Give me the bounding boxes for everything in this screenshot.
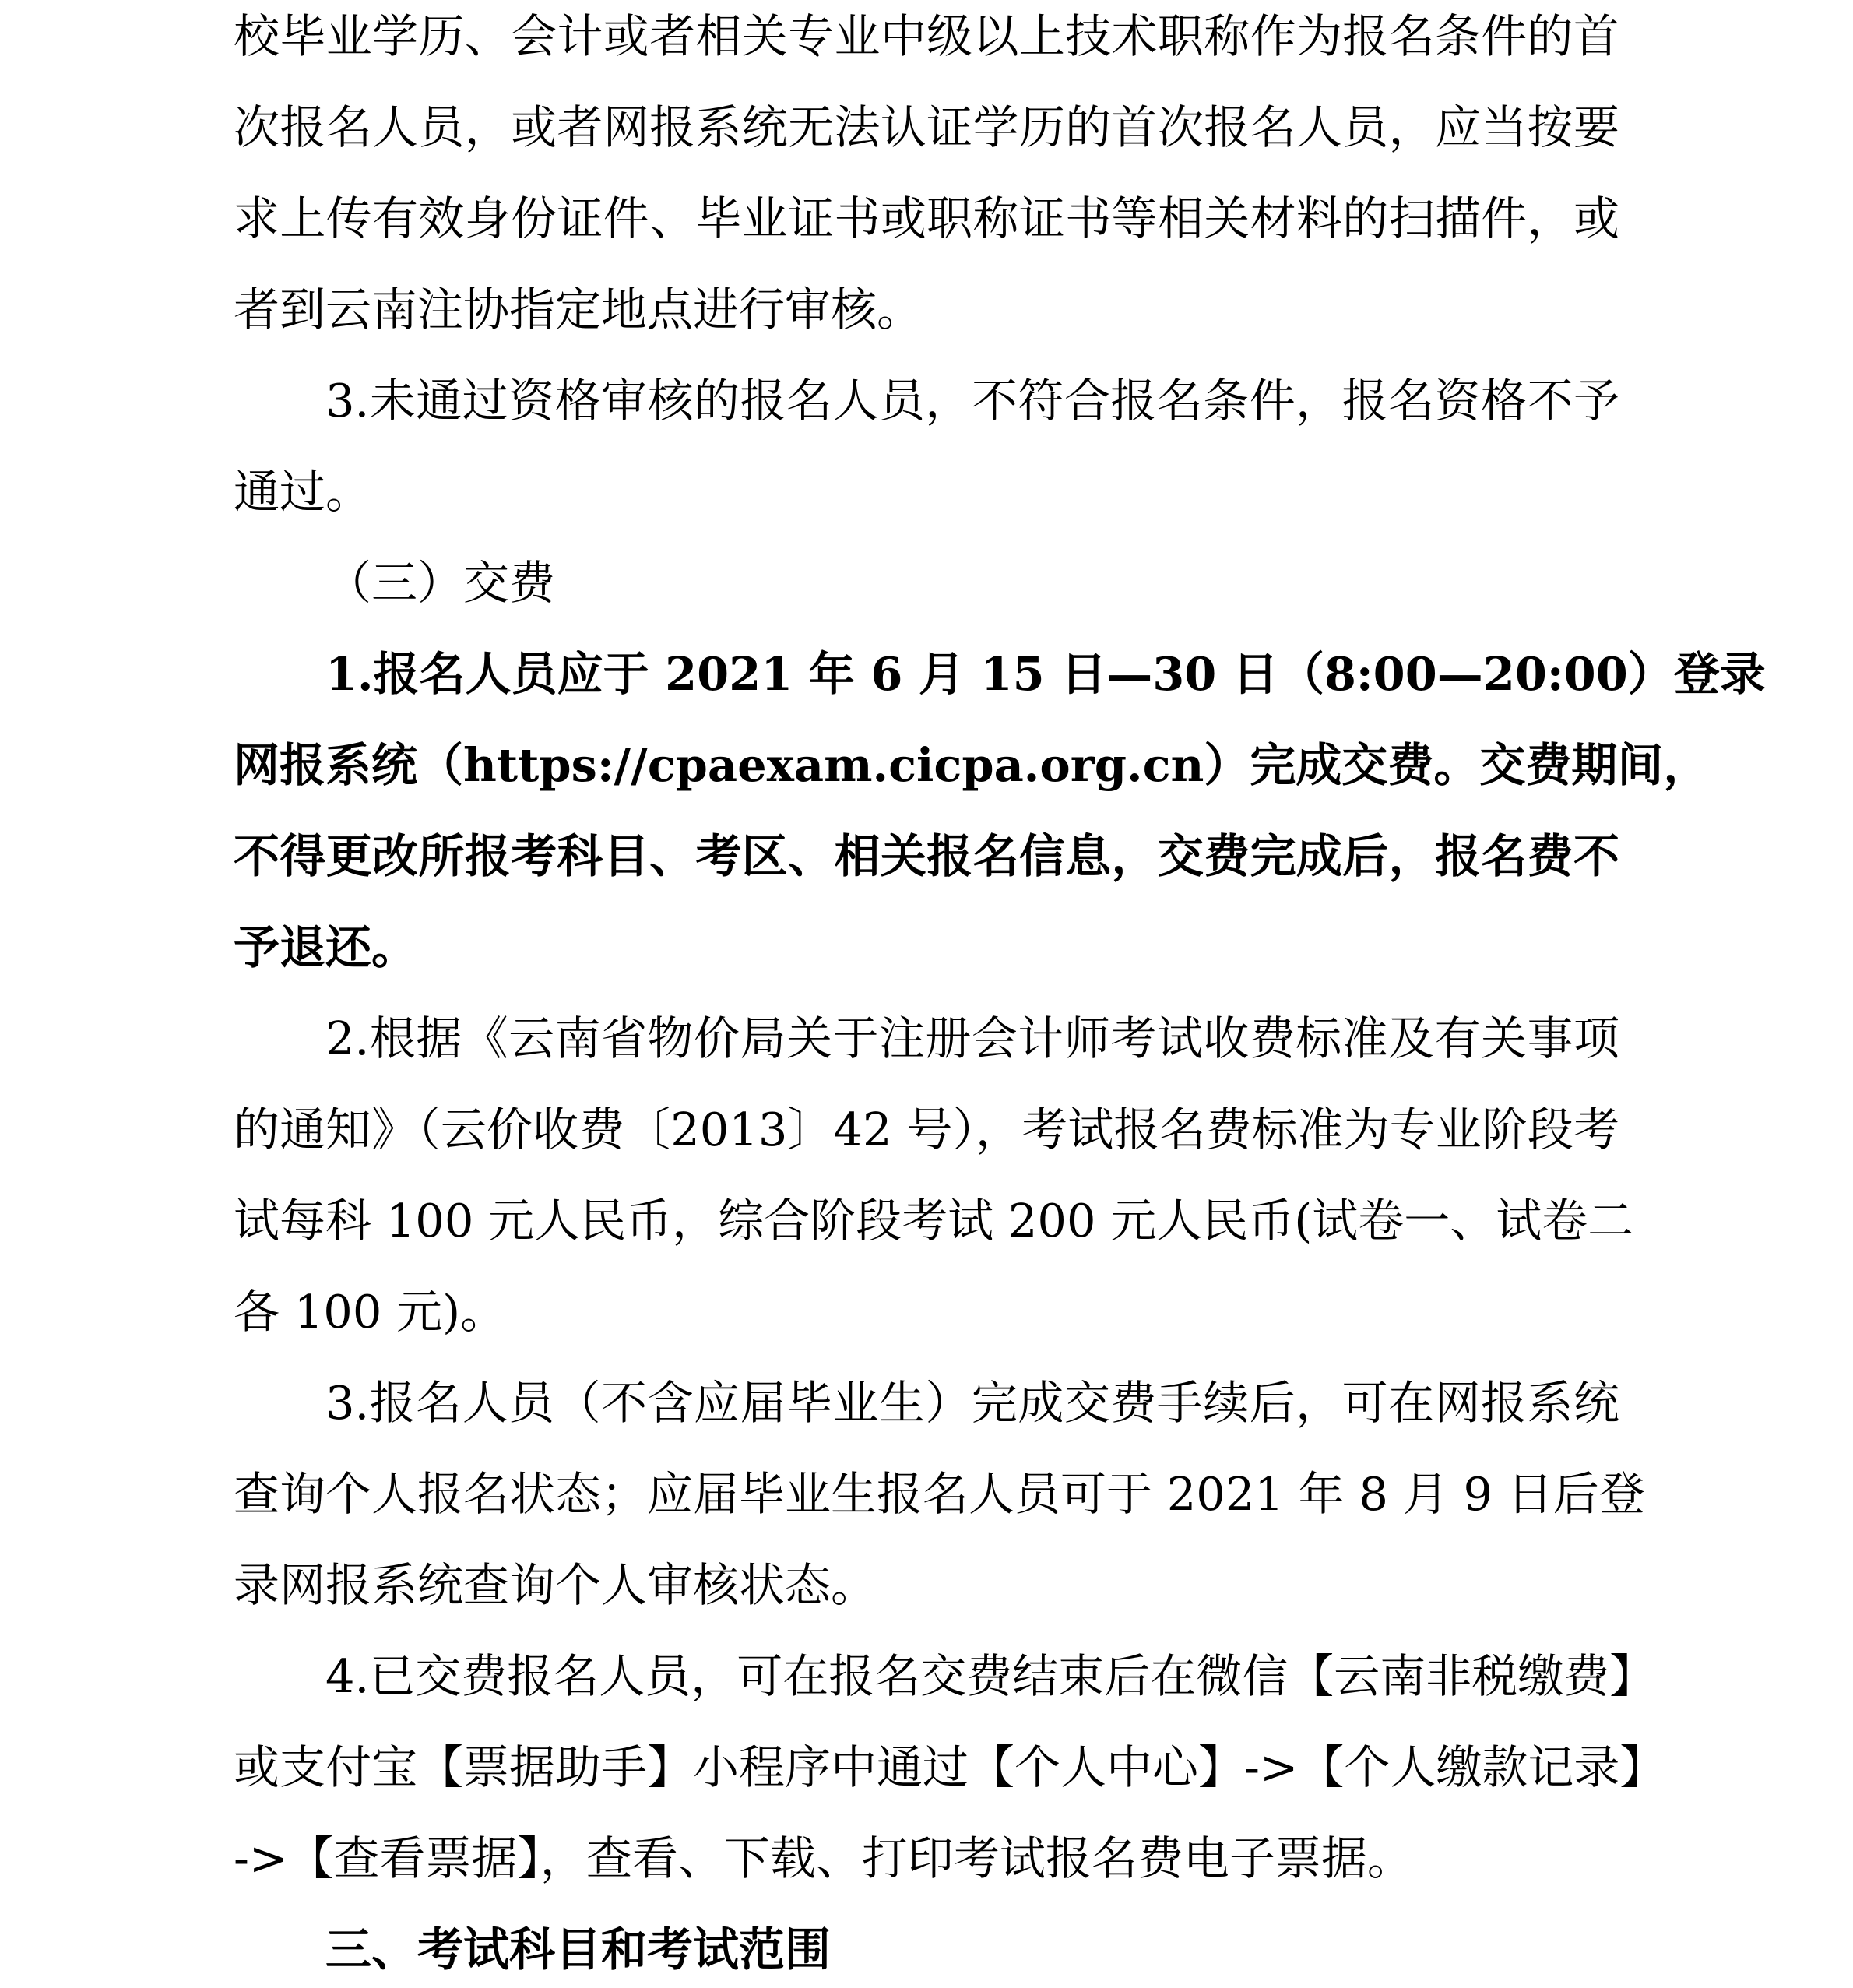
document-line: 网报系统（https://cpaexam.cicpa.org.cn）完成交费。交费期间， bbox=[234, 738, 1710, 792]
document-line: 查询个人报名状态；应届毕业生报名人员可于 2021 年 8 月 9 日后登 bbox=[234, 1467, 1645, 1521]
document-line: 4.已交费报名人员，可在报名交费结束后在微信【云南非税缴费】 bbox=[325, 1649, 1656, 1703]
document-line: 3.报名人员（不含应届毕业生）完成交费手续后，可在网报系统 bbox=[325, 1376, 1619, 1430]
document-line: 不得更改所报考科目、考区、相关报名信息，交费完成后，报名费不 bbox=[234, 829, 1619, 883]
document-line: 1.报名人员应于 2021 年 6 月 15 日—30 日（8:00—20:00）登录 bbox=[325, 647, 1766, 701]
document-line: 予退还。 bbox=[234, 920, 418, 974]
document-line: 各 100 元)。 bbox=[234, 1285, 507, 1339]
document-line: ->【查看票据】，查看、下载、打印考试报名费电子票据。 bbox=[234, 1831, 1413, 1885]
document-line: 通过。 bbox=[234, 465, 372, 519]
document-line: 求上传有效身份证件、毕业证书或职称证书等相关材料的扫描件，或 bbox=[234, 192, 1619, 245]
document-line: 校毕业学历、会计或者相关专业中级以上技术职称作为报名条件的首 bbox=[234, 9, 1619, 63]
section-heading: 三、考试科目和考试范围 bbox=[325, 1923, 832, 1976]
document-line: 录网报系统查询个人审核状态。 bbox=[234, 1558, 877, 1612]
document-line: 或支付宝【票据助手】小程序中通过【个人中心】->【个人缴款记录】 bbox=[234, 1740, 1666, 1794]
document-line: 的通知》（云价收费〔2013〕42 号），考试报名费标准为专业阶段考 bbox=[234, 1103, 1619, 1156]
document-line: 试每科 100 元人民币，综合阶段考试 200 元人民币(试卷一、试卷二 bbox=[234, 1194, 1634, 1247]
document-line: 2.根据《云南省物价局关于注册会计师考试收费标准及有关事项 bbox=[325, 1012, 1619, 1065]
document-line: 次报名人员，或者网报系统无法认证学历的首次报名人员，应当按要 bbox=[234, 100, 1619, 154]
document-line: 者到云南注协指定地点进行审核。 bbox=[234, 283, 923, 336]
document-line: 3.未通过资格审核的报名人员，不符合报名条件，报名资格不予 bbox=[325, 374, 1619, 428]
document-content bbox=[234, 0, 1766, 1988]
document-subheading: （三）交费 bbox=[325, 556, 556, 610]
